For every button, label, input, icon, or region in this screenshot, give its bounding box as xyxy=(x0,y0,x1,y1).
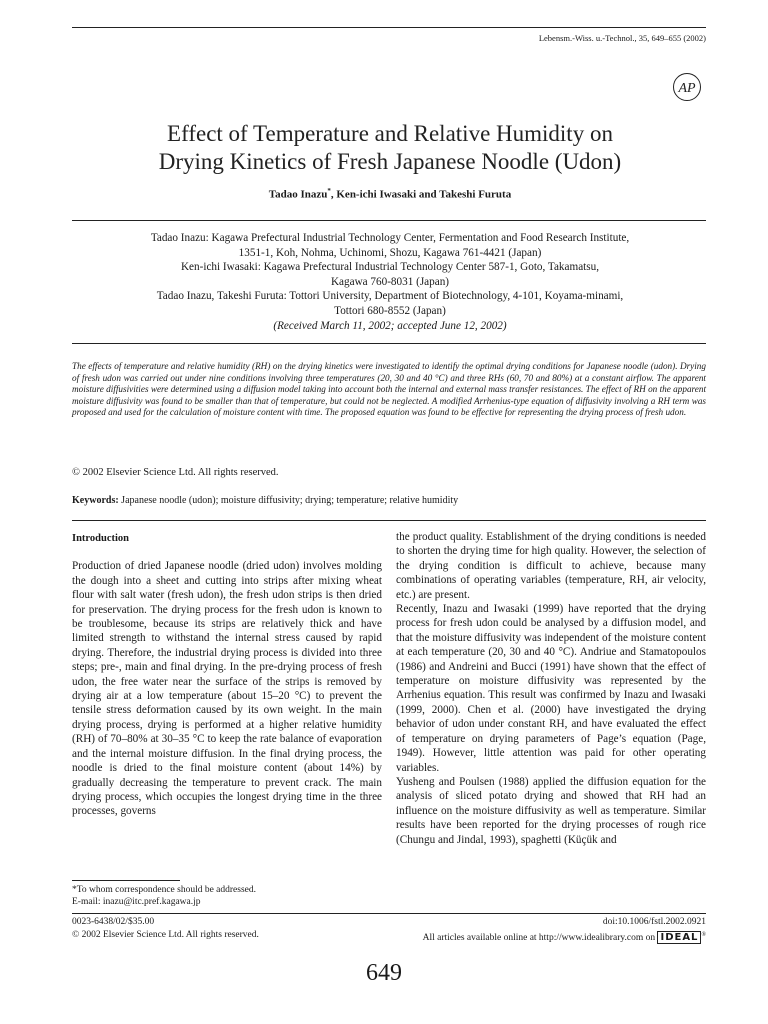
affiliation-line: Kagawa 760-8031 (Japan) xyxy=(330,275,450,288)
doi: doi:10.1006/fstl.2002.0921 xyxy=(602,917,706,927)
paragraph: Production of dried Japanese noodle (dried udon) involves molding the dough into a sheet and cutting into strips after mixing wheat flour with salt water (fresh udon), the fresh udon strips is then dried for preservation. The drying process for the fresh udon is known to be troublesome, because its strips are relatively thick and have limited strength to withstand the internal stress caused by rapid drying. Therefore, the industrial drying process is divided into three steps; pre-, main and final drying. In the pre-drying process of fresh udon, the free water near the surface of the strips is removed by drying air at a low temperature (about 15–20 °C) to prevent the tensile stress deformation caused by its own weight. In the main drying process, drying is performed at a higher relative humidity (RH) of 70–80% at 30–35 °C to keep the rate balance of evaporation and the internal moisture diffusion. In the final drying process, the noodle is dried to the final moisture content (about 14%) by gradually decreasing the temperature to prevent crack. The main drying process, which occupies the longest drying time in the three processes, governs xyxy=(72,560,382,818)
affiliations xyxy=(60,231,720,333)
keywords-label: Keywords: xyxy=(72,495,119,506)
abstract: The effects of temperature and relative humidity (RH) on the drying kinetics were investigated to identify the optimal drying conditions for Japanese noodle (udon). Drying of fresh udon was carried out under nine conditions involving three temperatures (20, 30 and 40 °C) and three RHs (60, 70 and 80%) at a constant airflow. The apparent moisture diffusivities were determined using a diffusion model taking into account both the internal and external mass transfer resistances. The effect of RH on the apparent moisture diffusivity was found to be smaller than that of temperature, but could not be neglected. A modified Arrhenius-type equation of diffusivity involving a RH term was proposed and used for the calculation of moisture content with time. The proposed equation was found to be effective for representing the drying process of fresh udon. xyxy=(72,361,706,418)
journal-citation: Lebensm.-Wiss. u.-Technol., 35, 649–655 (2002) xyxy=(538,33,706,43)
ideal-logo: IDEAL xyxy=(657,931,701,944)
online-availability xyxy=(423,929,706,945)
footer-rule xyxy=(72,913,706,914)
header-rule xyxy=(72,27,706,28)
affiliation-rule xyxy=(72,343,706,344)
column-right xyxy=(396,530,706,847)
paragraph: the product quality. Establishment of the drying conditions is needed to shorten the drying time for high quality. However, the selection of the drying condition is difficult to achieve, because many combinations of operating variables (temperature, RH, air velocity, etc.) are present. xyxy=(396,531,706,601)
affiliation-line: Ken-ichi Iwasaki: Kagawa Prefectural Industrial Technology Center 587-1, Goto, Takamatsu, xyxy=(180,261,600,274)
affiliation-line: Tadao Inazu: Kagawa Prefectural Industrial Technology Center, Fermentation and Food Research Institute, xyxy=(150,232,630,244)
online-text: All articles available online at http://www.idealibrary.com on xyxy=(422,933,656,944)
footer-right xyxy=(423,916,706,945)
keywords xyxy=(72,495,458,506)
publisher-logo xyxy=(672,72,702,102)
title-line-2: Drying Kinetics of Fresh Japanese Noodle (Udon) xyxy=(158,149,622,174)
paragraph: Recently, Inazu and Iwasaki (1999) have reported that the drying process for fresh udon could be analysed by a diffusion model, and that the moisture diffusivity was independent of the moisture content at each temperature (20, 30 and 40 °C). Andriue and Stamatopoulos (1986) and Andreini and Bucci (1991) have shown that the effect of temperature on moisture diffusivity was represented by the Arrhenius equation. This result was confirmed by Inazu and Iwasaki (1999, 2000). Chen et al. (2000) have investigated the drying behavior of udon under constant RH, and have evaluated the effect of temperature on drying parameters of Page’s equation (Page, 1949). However, little attention was paid for other operating variables. xyxy=(396,603,706,774)
ideal-mark: ® xyxy=(701,932,706,938)
footer-copyright: © 2002 Elsevier Science Ltd. All rights reserved. xyxy=(72,930,259,940)
title-rule xyxy=(72,220,706,221)
page-number: 649 xyxy=(366,960,402,986)
footnote-email: E-mail: inazu@itc.pref.kagawa.jp xyxy=(72,897,201,907)
affiliation-line: Tadao Inazu, Takeshi Furuta: Tottori University, Department of Biotechnology, 4-101, Koyama-minami, xyxy=(156,290,624,303)
svg-text:AP: AP xyxy=(678,81,696,96)
section-heading-introduction: Introduction xyxy=(72,533,129,544)
correspondence-mark: * xyxy=(327,187,331,195)
footnote-correspondence: *To whom correspondence should be addressed. xyxy=(72,885,257,895)
body-rule xyxy=(72,520,706,521)
affiliation-line: Tottori 680-8552 (Japan) xyxy=(334,304,446,317)
author-1: Tadao Inazu xyxy=(268,188,328,201)
title-line-1: Effect of Temperature and Relative Humidity on xyxy=(167,121,613,146)
column-left xyxy=(72,532,382,819)
author-list xyxy=(60,187,720,201)
paragraph: Yusheng and Poulsen (1988) applied the diffusion equation for the analysis of sliced potato drying and showed that RH had an influence on the moisture diffusivity as well as temperature. Similar results have been reported for the drying processes of rough rice (Chungu and Jindal, 1993), spaghetti (Küçük and xyxy=(396,775,706,846)
authors-rest: , Ken-ichi Iwasaki and Takeshi Furuta xyxy=(330,188,512,201)
keywords-list: Japanese noodle (udon); moisture diffusivity; drying; temperature; relative humidity xyxy=(121,495,459,506)
article-title xyxy=(60,120,720,176)
footnote xyxy=(72,884,256,908)
abstract-copyright: © 2002 Elsevier Science Ltd. All rights reserved. xyxy=(72,467,279,478)
issn: 0023-6438/02/$35.00 xyxy=(72,917,155,927)
affiliation-line: 1351-1, Koh, Nohma, Uchinomi, Shozu, Kagawa 761-4421 (Japan) xyxy=(238,246,542,259)
received-dates: (Received March 11, 2002; accepted June 12, 2002) xyxy=(273,319,507,332)
footer-left xyxy=(72,916,259,942)
footnote-rule xyxy=(72,880,180,881)
